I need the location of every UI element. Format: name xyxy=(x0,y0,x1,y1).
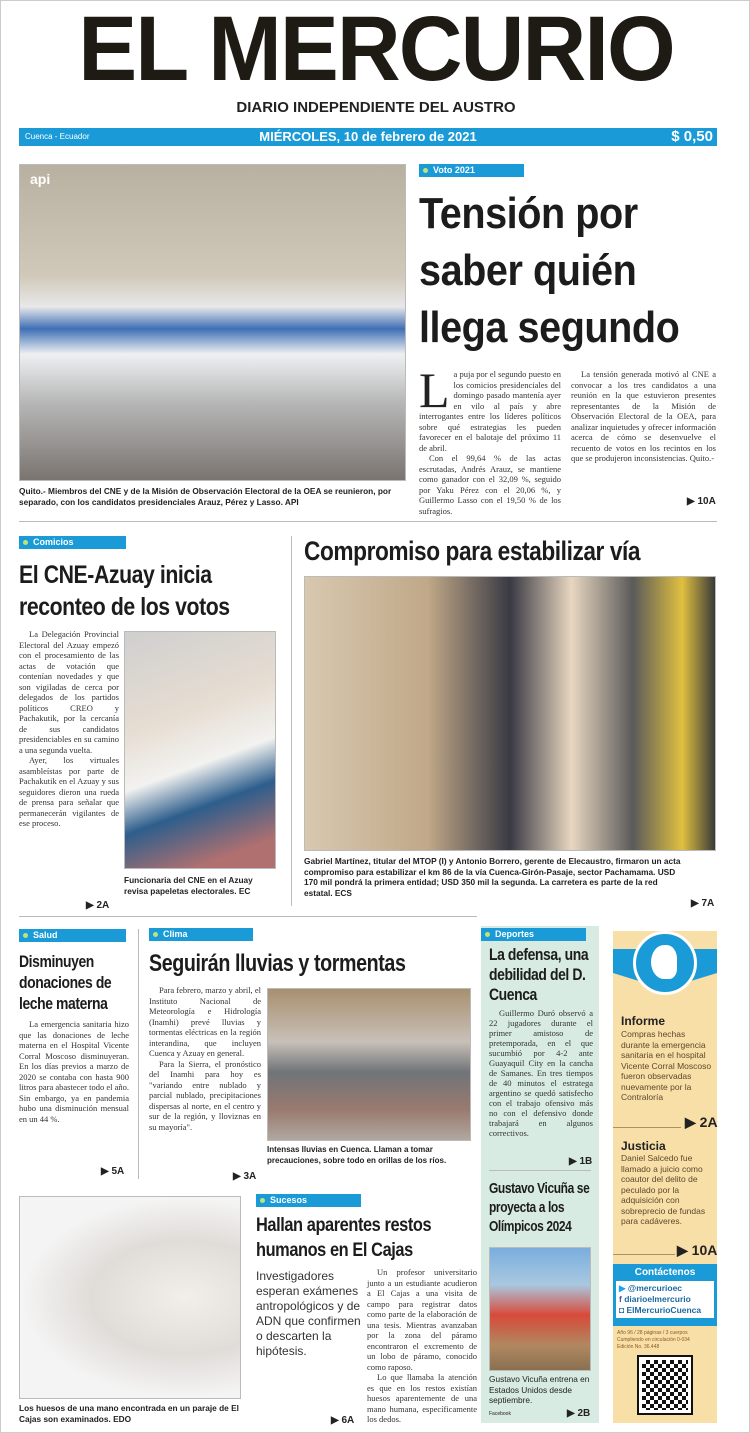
sucesos-lede: Investigadores esperan exámenes antropológicos y de ADN que confirmen o descarten la hipótesis. xyxy=(256,1269,361,1358)
instagram-link[interactable] xyxy=(619,1305,711,1316)
cne-photo xyxy=(124,631,276,869)
circulation-line: Cumpliendo en circulación 0-034 xyxy=(617,1337,690,1343)
tag-salud: Salud xyxy=(19,929,126,942)
lead-body-p1: a puja por el segundo puesto en los comicios presidenciales del domingo pasado mantenía ayer en vilo al país y abre interrogantes entre los líderes políticos sobre qué estrategias les pueden favorecer en el balotaje del próximo 11 de abril. xyxy=(419,369,561,453)
edition-line: Año 96 / 28 páginas / 3 cuerpos xyxy=(617,1330,688,1336)
clima-headline: Seguirán lluvias y tormentas xyxy=(149,950,406,977)
instagram-handle: ElMercurioCuenca xyxy=(626,1305,702,1315)
cne-page-ref[interactable]: ▶ 2A xyxy=(86,900,110,911)
sports-body: Guillermo Duró observó a 22 jugadores durante el primer amistoso de pretemporada, en el que sucumbió por 4-2 ante Guayaquil City en la cancha de Samanes. En tres tiempos de 40 minutos el estratega argentino se quedó satisfecho con el trabajo ofensivo más no con el defensivo donde trabajará en algunos correctivos. xyxy=(489,1008,593,1138)
instagram-icon: ◘ xyxy=(619,1305,627,1315)
cne-body-p1: La Delegación Provincial Electoral del Azuay empezó con el procesamiento de las actas de votación que contenían novedades y que son vigiladas de cerca por delegados de los partidos políticos CREO y Pachakutik, por la cercanía de sus candidatos presidenciables en su camino a una segunda vuelta. xyxy=(19,629,119,755)
salud-headline: Disminuyen donaciones de leche materna xyxy=(19,952,112,1013)
sidebar-item-ref[interactable]: ▶ 2A xyxy=(685,1114,718,1130)
divider xyxy=(613,1127,681,1128)
lead-headline: Tensión por saber quién llega segundo xyxy=(419,189,680,352)
qr-code-icon[interactable] xyxy=(639,1357,691,1413)
sidebar-item-ref[interactable]: ▶ 10A xyxy=(677,1242,718,1258)
clima-caption: Intensas lluvias en Cuenca. Llaman a tomar precauciones, sobre todo en orillas de los ríos. xyxy=(267,1145,447,1165)
lead-page-ref[interactable]: ▶ 10A xyxy=(687,496,716,507)
sucesos-page-ref[interactable]: ▶ 6A xyxy=(331,1415,355,1426)
divider xyxy=(19,521,717,522)
twitter-icon: ▶ xyxy=(619,1283,628,1293)
facebook-icon: f xyxy=(619,1294,625,1304)
price: $ 0,50 xyxy=(671,128,713,145)
issue-line: Edición No. 36.448 xyxy=(617,1344,660,1350)
tag-deportes: Deportes xyxy=(481,928,586,941)
edition-info xyxy=(617,1330,717,1351)
head-silhouette-icon xyxy=(651,945,677,979)
salud-body: La emergencia sanitaria hizo que las donaciones de leche materna en el Hospital Vicente Corral Moscoso disminuyeran. En los días previos a marzo de 2020 se contaba con hasta 900 litros para abastecer todo el año. Sin embargo, ya en pandemia hubo una disminución mensual en un 44 %. xyxy=(19,1019,129,1124)
lead-body-p2: Con el 99,64 % de las actas escrutadas, Andrés Arauz, se mantiene como ganador con el 32,09 %, seguido por Yaku Pérez con el 20,06 %, y Guillermo Lasso con el 19,50 % de los sufragios. xyxy=(419,453,561,516)
cne-caption: Funcionaria del CNE en el Azuay revisa papeletas electorales. EC xyxy=(124,875,253,896)
clima-body xyxy=(149,985,261,1132)
clima-body-p2: Para la Sierra, el pronóstico del Inamhi para hoy es "variando entre nublado y parcial nublado, precipitaciones dispersas al norte, en el centro y sur de la región, y lloviznas en su mayoría". xyxy=(149,1058,261,1132)
salud-page-ref[interactable]: ▶ 5A xyxy=(101,1166,125,1177)
date: MIÉRCOLES, 10 de febrero de 2021 xyxy=(259,129,477,144)
via-headline: Compromiso para estabilizar vía xyxy=(304,536,641,566)
sidebar-item-title: Informe xyxy=(621,1014,666,1028)
via-page-ref[interactable]: ▶ 7A xyxy=(691,898,715,909)
tag-sucesos: Sucesos xyxy=(256,1194,361,1207)
divider xyxy=(19,916,477,917)
masthead-title: EL MERCURIO xyxy=(78,0,674,100)
sucesos-body-col2 xyxy=(367,1267,477,1425)
clima-page-ref[interactable]: ▶ 3A xyxy=(233,1171,257,1182)
twitter-link[interactable] xyxy=(619,1283,711,1294)
dropcap: L xyxy=(419,362,450,418)
sidebar-item-title: Justicia xyxy=(621,1139,666,1153)
sidebar-panel xyxy=(613,931,717,1423)
sucesos-body-p1: Un profesor universitario junto a un estudiante acudieron a El Cajas a una visita de campo para registrar datos como parte de la elaboración de una tesis. Mientras avanzaban por la zona del páramo encontraron el excremento de un lobo de páramo, conocido como raposo. xyxy=(367,1267,477,1372)
divider xyxy=(489,1170,591,1171)
clima-photo xyxy=(267,988,471,1141)
sidebar-item-text: Compras hechas durante la emergencia sanitaria en el hospital Vicente Corral Moscoso fueron observadas nuevamente por la Contraloría xyxy=(621,1029,712,1102)
vicuna-caption: Gustavo Vicuña entrena en Estados Unidos desde septiembre. xyxy=(489,1374,590,1405)
divider xyxy=(138,929,139,1179)
vicuna-photo xyxy=(489,1247,591,1371)
facebook-handle: diarioelmercurio xyxy=(624,1294,691,1304)
contact-list xyxy=(616,1281,714,1318)
tag-voto: Voto 2021 xyxy=(419,164,524,177)
dateline-bar xyxy=(19,128,717,146)
vicuna-credit: Facebook xyxy=(489,1411,511,1417)
sports-page-ref[interactable]: ▶ 1B xyxy=(569,1156,593,1167)
contact-box xyxy=(613,1264,717,1326)
sucesos-body-p2: Lo que llamaba la atención es que en los restos existían huesos aparentemente de una mano humana, específicamente los dedos. xyxy=(367,1372,477,1424)
via-caption: Gabriel Martínez, titular del MTOP (I) y Antonio Borrero, gerente de Elecaustro, firmaron un acta compromiso para estabilizar el km 86 de la vía Cuenca-Girón-Pasaje, sector Pachamama. USD 170 mil pondrá la primera entidad; USD 350 mil la segunda. La carretera es parte de la red estatal. ECS xyxy=(304,856,681,898)
clima-body-p1: Para febrero, marzo y abril, el Instituto Nacional de Meteorología e Hidrología (Inamhi) prevé lluvias y tormentas eléctricas en la región interandina, que incluyen Cuenca y Azuay en general. xyxy=(149,985,261,1058)
sidebar-item-text: Daniel Salcedo fue llamado a juicio como coautor del delito de peculado por la adquisición con sobreprecio de fundas para cadáveres. xyxy=(621,1153,706,1226)
lead-body-col1 xyxy=(419,362,561,516)
sucesos-headline: Hallan aparentes restos humanos en El Cajas xyxy=(256,1214,432,1261)
masthead-subtitle: DIARIO INDEPENDIENTE DEL AUSTRO xyxy=(236,99,516,116)
sucesos-photo xyxy=(19,1196,241,1399)
sucesos-caption: Los huesos de una mano encontrada en un paraje de El Cajas son examinados. EDO xyxy=(19,1403,239,1424)
twitter-handle: @mercurioec xyxy=(627,1283,683,1293)
cne-body xyxy=(19,629,119,829)
tag-clima: Clima xyxy=(149,928,253,941)
photo-credit: api xyxy=(30,171,51,187)
sports-headline: La defensa, una debilidad del D. Cuenca xyxy=(489,945,589,1004)
lead-photo xyxy=(19,164,406,481)
vicuna-page-ref[interactable]: ▶ 2B xyxy=(567,1408,591,1419)
cne-headline: El CNE-Azuay inicia reconteo de los votos xyxy=(19,561,230,621)
facebook-link[interactable] xyxy=(619,1294,711,1305)
lead-body-col2 xyxy=(571,369,716,464)
vicuna-headline: Gustavo Vicuña se proyecta a los Olímpicos 2024 xyxy=(489,1180,590,1235)
location: Cuenca - Ecuador xyxy=(25,132,90,141)
divider xyxy=(613,1254,675,1255)
lead-body-p3: La tensión generada motivó al CNE a convocar a los tres candidatos a una reunión en la que estuvieron presentes representantes de la Misión de Observación Electoral de la OEA, para analizar inquietudes y ofrecer información acerca de cómo se desenvuelve el recuento de votos en los recintos en los que se produjeron inconsistencias. Quito.- xyxy=(571,369,716,463)
divider xyxy=(291,536,292,906)
tag-comicios: Comicios xyxy=(19,536,126,549)
contact-title: Contáctenos xyxy=(634,1267,696,1278)
via-photo xyxy=(304,576,716,851)
lead-caption: Quito.- Miembros del CNE y de la Misión de Observación Electoral de la OEA se reunieron, por separado, con los candidatos presidenciales Arauz, Pérez y Lasso. API xyxy=(19,486,392,507)
cne-body-p2: Ayer, los virtuales asambleístas por parte de Pachakutik en el Azuay y sus seguidores dieron una rueda de prensa para señalar que permanecerán vigilantes de ese proceso. xyxy=(19,755,119,828)
